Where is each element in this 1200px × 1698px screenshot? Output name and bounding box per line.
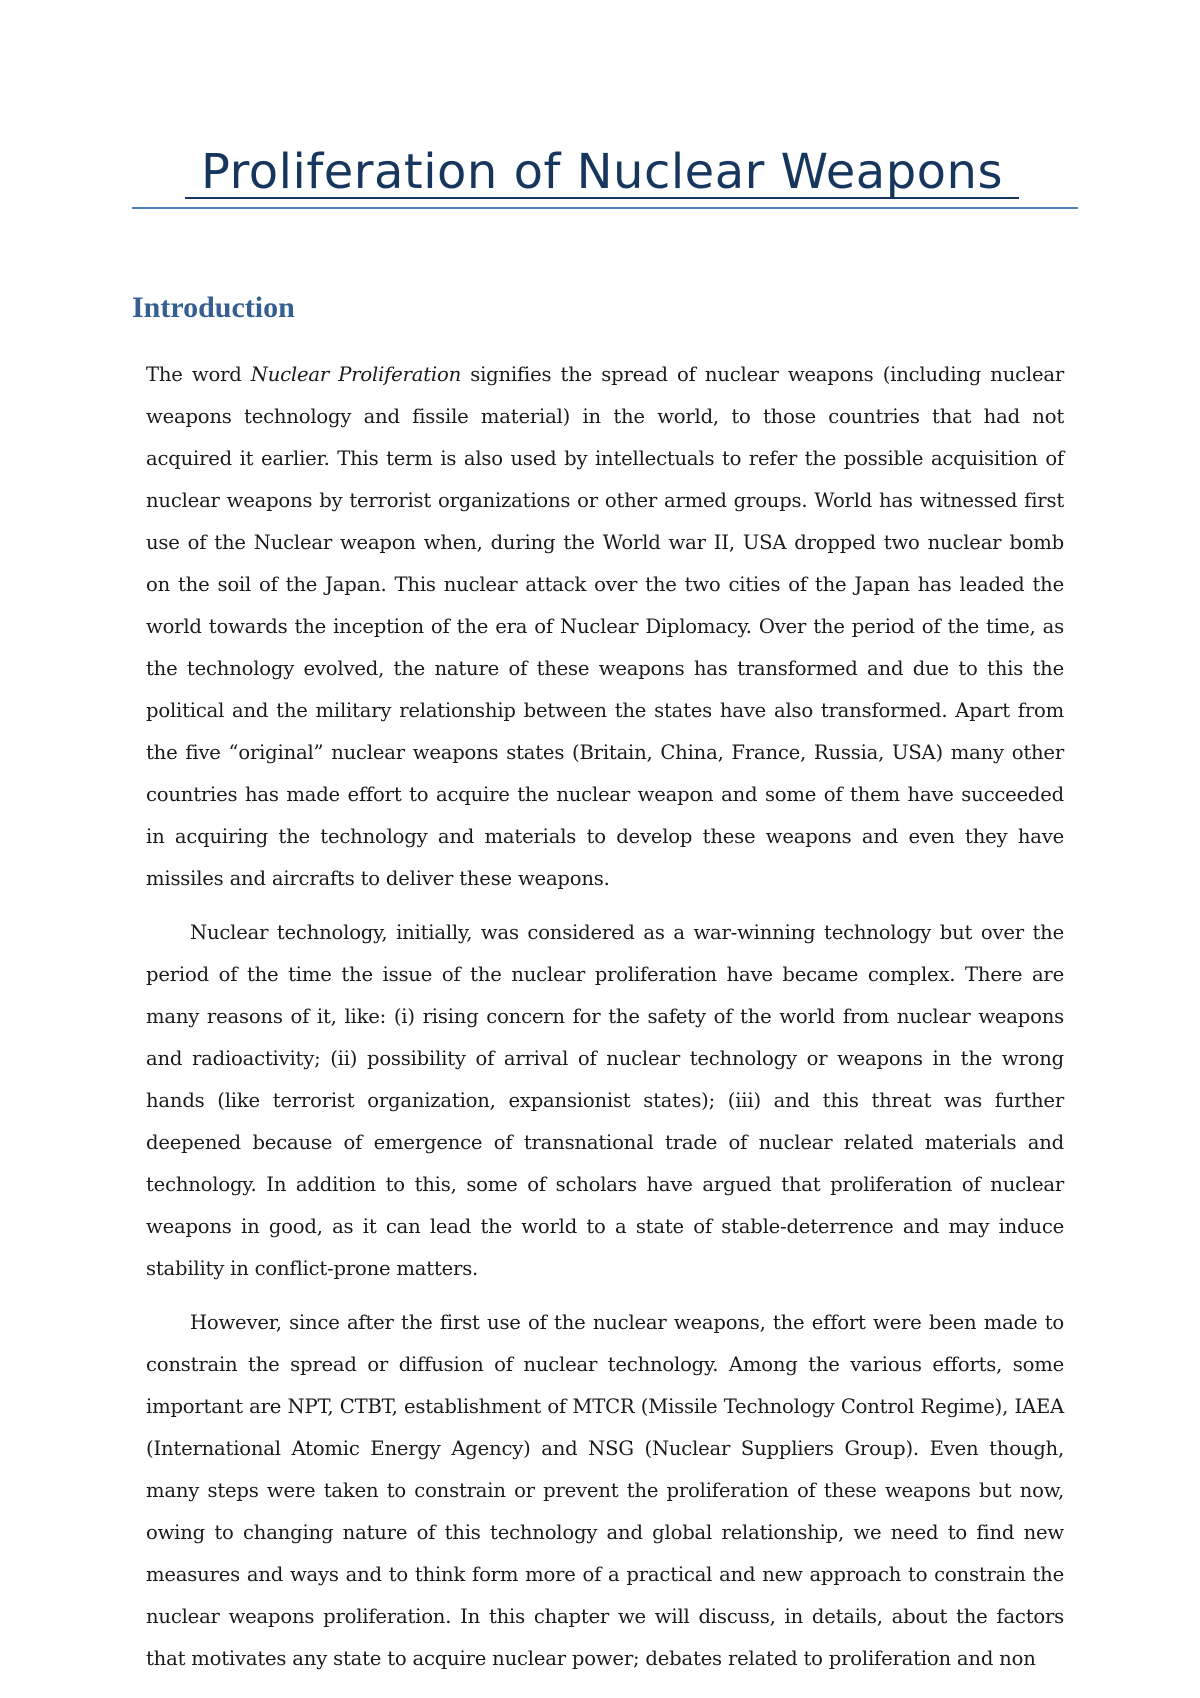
document-title [132,142,1072,206]
title-underline-rule [132,207,1078,209]
paragraph-1 [146,354,1064,900]
paragraph-1-lead: The word [146,363,251,386]
paragraph-2: Nuclear technology, initially, was considered as a war-winning technology but over the period of the time the issue of the nuclear proliferation have became complex. There are many reasons of it, like: (i) rising concern for the safety of the world from nuclear weapons and radioactivity; (ii) possibility of arrival of nuclear technology or weapons in the wrong hands (like terrorist organization, expansionist states); (iii) and this threat was further deepened because of emergence of transnational trade of nuclear related materials and technology. In addition to this, some of scholars have argued that proliferation of nuclear weapons in good, as it can lead the world to a state of stable-deterrence and may induce stability in conflict-prone matters. [146,921,1064,1280]
document-title-text: Proliferation of Nuclear Weapons [185,147,1019,199]
paragraph-3: However, since after the first use of the nuclear weapons, the effort were been made to constrain the spread or diffusion of nuclear technology. Among the various efforts, some important are NPT, CTBT, establishment of MTCR (Missile Technology Control Regime), IAEA (International Atomic Energy Agency) and NSG (Nuclear Suppliers Group). Even though, many steps were taken to constrain or prevent the proliferation of these weapons but now, owing to changing nature of this technology and global relationship, we need to find new measures and ways and to think form more of a practical and new approach to constrain the nuclear weapons proliferation. In this chapter we will discuss, in details, about the factors that motivates any state to acquire nuclear power; debates related to proliferation and non [146,1311,1064,1670]
section-heading: Introduction [132,291,295,324]
paragraph-1-emphasis: Nuclear Proliferation [250,363,461,386]
paragraph-1-text: signifies the spread of nuclear weapons (including nuclear weapons technology and fissile material) in the world, to those countries that had not acquired it earlier. This term is also used by intellectuals to refer the possible acquisition of nuclear weapons by terrorist organizations or other armed groups. World has witnessed first use of the Nuclear weapon when, during the World war II, USA dropped two nuclear bomb on the soil of the Japan. This nuclear attack over the two cities of the Japan has leaded the world towards the inception of the era of Nuclear Diplomacy. Over the period of the time, as the technology evolved, the nature of these weapons has transformed and due to this the political and the military relationship between the states have also transformed. Apart from the five “original” nuclear weapons states (Britain, China, France, Russia, USA) many other countries has made effort to acquire the nuclear weapon and some of them have succeeded in acquiring the technology and materials to develop these weapons and even they have missiles and aircrafts to deliver these weapons. [146,363,1064,890]
